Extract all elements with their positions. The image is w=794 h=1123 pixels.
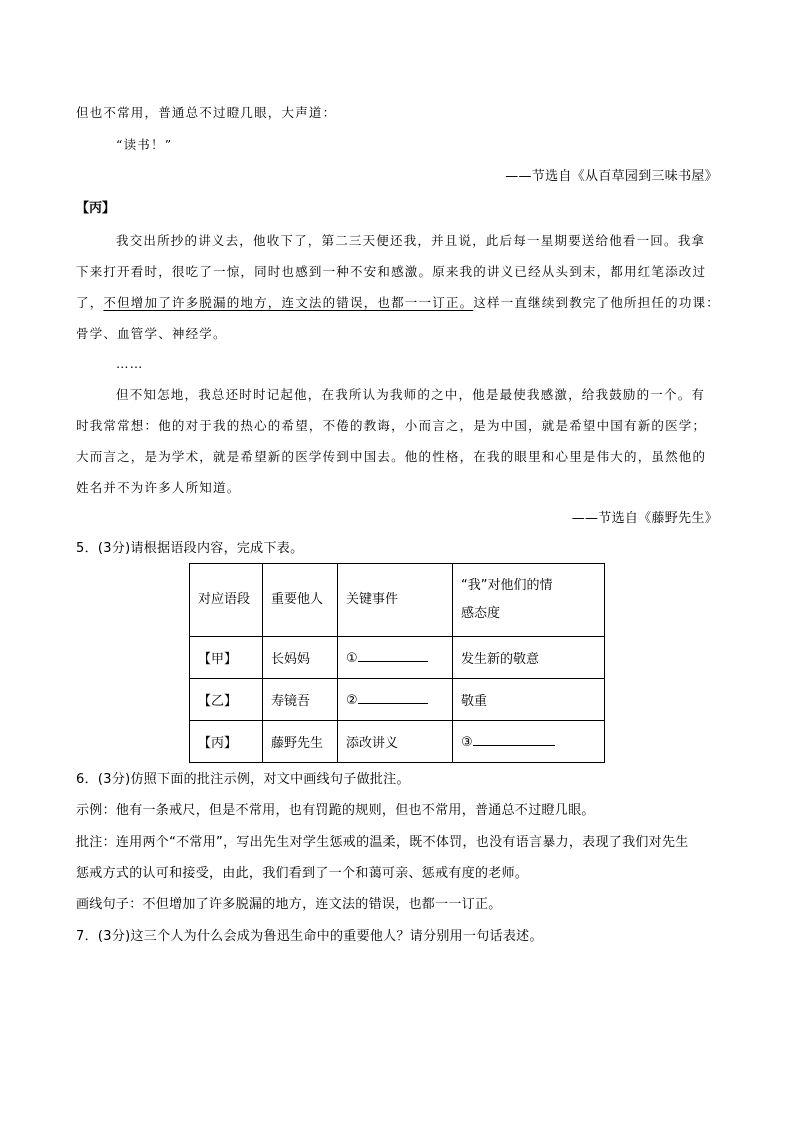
table-header-cell: [453, 564, 605, 637]
blank-number: ②: [346, 693, 358, 708]
passage-quote: “读书！”: [116, 137, 173, 152]
passage-text-line: 我交出所抄的讲义去，他收下了，第二三天便还我，并且说，此后每一星期要送给他看一回。我拿: [116, 233, 706, 248]
question-6-note-line: 批注：连用两个“不常用”，写出先生对学生惩戒的温柔，既不体罚，也没有语言暴力，表现了我们对先生: [76, 835, 689, 850]
underlined-sentence: 不但增加了许多脱漏的地方，连文法的错误，也都一一订正。: [103, 295, 474, 310]
passage-text-segment: 了，: [76, 295, 104, 310]
question-6-note-line: 惩戒方式的认可和接受，由此，我们看到了一个和蔼可亲、惩戒有度的老师。: [76, 866, 529, 881]
table-cell-attitude[interactable]: [453, 721, 605, 763]
table-cell-event[interactable]: [338, 637, 453, 679]
answer-blank[interactable]: [358, 649, 428, 662]
table-cell-attitude: 发生新的敬意: [453, 637, 605, 679]
passage-text-line: 姓名并不为许多人所知道。: [76, 480, 241, 495]
question-7-stem: 7．(3分)这三个人为什么会成为鲁迅生命中的重要他人？请分别用一句话表述。: [76, 929, 543, 944]
passage-source: ——节选自《藤野先生》: [571, 511, 718, 526]
passage-text-segment: 这样一直继续到教完了他所担任的功课：: [473, 295, 720, 310]
passage-text-line: 时我常常想：他的对于我的热心的希望，不倦的教诲，小而言之，是为中国，就是希望中国有新的医学；: [76, 418, 707, 433]
passage-text-line: 下来打开看时，很吃了一惊，同时也感到一种不安和感激。原来我的讲义已经从头到末，都用红笔添改过: [76, 264, 707, 279]
question-6-example: 示例：他有一条戒尺，但是不常用，也有罚跪的规则，但也不常用，普通总不过瞪几眼。: [76, 803, 595, 818]
table-row: [190, 721, 605, 763]
question-6-target: 画线句子：不但增加了许多脱漏的地方，连文法的错误，也都一一订正。: [76, 897, 502, 912]
table-cell-person: 长妈妈: [263, 637, 338, 679]
passage-text-line: 但不知怎地，我总还时时记起他，在我所认为我师的之中，他是最使我感激，给我鼓励的一个。有: [116, 387, 706, 402]
passage-source: ——节选自《从百草园到三味书屋》: [505, 169, 718, 184]
table-cell-event: 添改讲义: [338, 721, 453, 763]
ellipsis: ……: [116, 356, 144, 371]
blank-number: ①: [346, 651, 358, 666]
passage-text-line: 大而言之，是为学术，就是希望新的医学传到中国去。他的性格，在我的眼里和心里是伟大的，虽然他的: [76, 449, 707, 464]
table-cell-event[interactable]: [338, 679, 453, 721]
table-header-row: [190, 564, 605, 637]
table-header-cell: 重要他人: [263, 564, 338, 637]
answer-blank[interactable]: [473, 733, 555, 746]
passage-text-line: 骨学、血管学、神经学。: [76, 326, 227, 341]
table-row: [190, 679, 605, 721]
table-cell-person: 藤野先生: [263, 721, 338, 763]
answer-blank[interactable]: [358, 691, 428, 704]
table-row: [190, 637, 605, 679]
table-cell-section: 【丙】: [190, 721, 263, 763]
blank-number: ③: [461, 735, 473, 750]
table-cell-section: 【乙】: [190, 679, 263, 721]
table-cell-section: 【甲】: [190, 637, 263, 679]
table-cell-attitude: 敬重: [453, 679, 605, 721]
table-header-cell: 对应语段: [190, 564, 263, 637]
table-header-line: “我”对他们的情: [461, 578, 553, 593]
table-cell-person: 寿镜吾: [263, 679, 338, 721]
section-label-bing: 【丙】: [76, 201, 116, 216]
table-header-line: 感态度: [461, 606, 501, 621]
answer-table: [189, 563, 605, 763]
table-header-cell: 关键事件: [338, 564, 453, 637]
question-5-stem: 5．(3分)请根据语段内容，完成下表。: [76, 541, 304, 556]
question-6-stem: 6．(3分)仿照下面的批注示例，对文中画线句子做批注。: [76, 772, 410, 787]
passage-text-line: 但也不常用，普通总不过瞪几眼，大声道：: [76, 105, 337, 120]
passage-text-line: [76, 295, 718, 311]
